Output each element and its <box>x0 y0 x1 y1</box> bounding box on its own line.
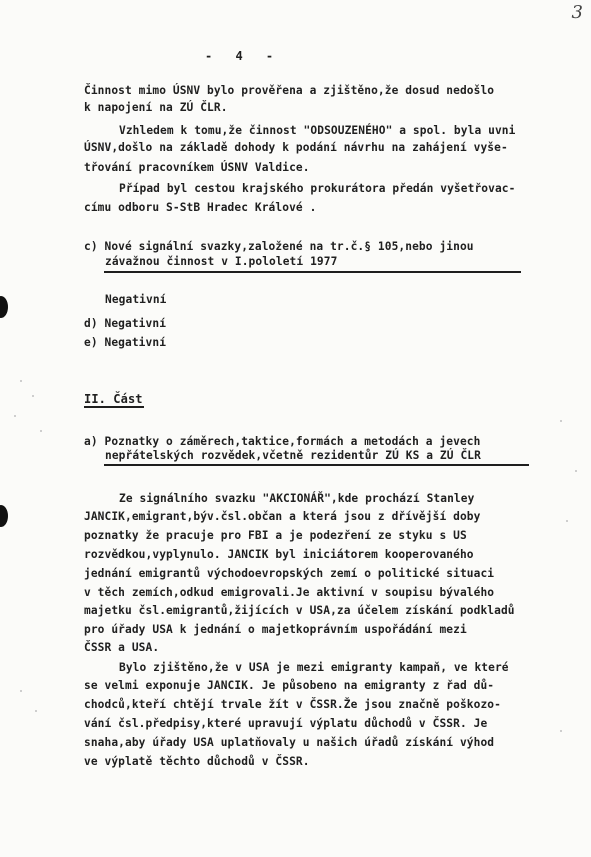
text-line: majetku čsl.emigrantů,žijících v USA,za účelem získání podkladů <box>84 604 515 617</box>
part-heading: II. Část <box>84 392 143 406</box>
scan-speckle <box>35 710 37 712</box>
scan-speckle <box>32 395 34 397</box>
heading-underline <box>104 271 521 273</box>
heading-underline <box>104 464 529 466</box>
text-line: pro úřady USA k jednání o majetkoprávním uspořádání mezi <box>84 623 467 636</box>
text-line: Bylo zjištěno,že v USA je mezi emigranty kampaň, ve které <box>119 661 509 674</box>
page-number-header: - 4 - <box>205 49 282 63</box>
section-e: e) Negativní <box>84 336 167 349</box>
section-heading-a-cont: nepřátelských rozvědek,včetně rezidentůr ZÚ KS a ZÚ ČLR <box>105 449 481 462</box>
corner-page-mark: 3 <box>571 2 583 23</box>
text-line: ÚSNV,došlo na základě dohody k podání návrhu na zahájení vyše- <box>84 141 508 154</box>
section-heading-c: c) Nové signální svazky,založené na tr.č.§ 105,nebo jinou <box>84 240 474 253</box>
scan-speckle <box>560 420 562 422</box>
text-line: Vzhledem k tomu,že činnost "ODSOUZENÉHO" a spol. byla uvni <box>119 124 516 137</box>
text-line: ČSSR a USA. <box>84 641 160 654</box>
scan-speckle <box>575 470 577 472</box>
scan-speckle <box>20 380 22 382</box>
text-line: Případ byl cestou krajského prokurátora předán vyšetřovac- <box>119 182 516 195</box>
scan-speckle <box>566 520 568 522</box>
scan-speckle <box>40 430 42 432</box>
text-line: k napojení na ZÚ ČLR. <box>84 101 228 114</box>
section-d: d) Negativní <box>84 317 167 330</box>
text-line: chodců,kteří chtějí trvale žít v ČSSR.Že jsou značně poškozo- <box>84 698 501 711</box>
text-line: Ze signálního svazku "AKCIONÁŘ",kde prochází Stanley <box>119 492 475 505</box>
part-heading-underline <box>84 406 144 408</box>
text-line: vání čsl.předpisy,které upravují výplatu důchodů v ČSSR. Je <box>84 717 488 730</box>
scan-speckle <box>14 415 16 417</box>
punch-hole <box>0 505 8 527</box>
scan-speckle <box>20 690 22 692</box>
scan-speckle <box>560 730 562 732</box>
text-line: Negativní <box>105 293 167 306</box>
text-line: címu odboru S-StB Hradec Králové . <box>84 201 317 214</box>
text-line: Činnost mimo ÚSNV bylo prověřena a zjištěno,že dosud nedošlo <box>84 84 495 97</box>
text-line: poznatky že pracuje pro FBI a je podezření ze styku s US <box>84 529 467 542</box>
text-line: snaha,aby úřady USA uplatňovaly u našich úřadů získání výhod <box>84 736 495 749</box>
text-line: v těch zemích,odkud emigrovali.Je aktivní v soupisu bývalého <box>84 586 495 599</box>
text-line: jednání emigrantů východoevropských zemí o politické situaci <box>84 567 495 580</box>
text-line: třování pracovníkem ÚSNV Valdice. <box>84 161 310 174</box>
text-line: JANCIK,emigrant,býv.čsl.občan a která jsou z dřívější doby <box>84 510 481 523</box>
section-heading-a: a) Poznatky o záměrech,taktice,formách a metodách a jevech <box>84 435 481 448</box>
text-line: ve výplatě těchto důchodů v ČSSR. <box>84 755 310 768</box>
section-heading-c-cont: závažnou činnost v I.pololetí 1977 <box>105 255 338 268</box>
text-line: se velmi exponuje JANCIK. Je působeno na emigranty z řad dů- <box>84 679 495 692</box>
text-line: rozvědkou,vyplynulo. JANCIK byl iniciátorem kooperovaného <box>84 548 474 561</box>
punch-hole <box>0 296 8 318</box>
